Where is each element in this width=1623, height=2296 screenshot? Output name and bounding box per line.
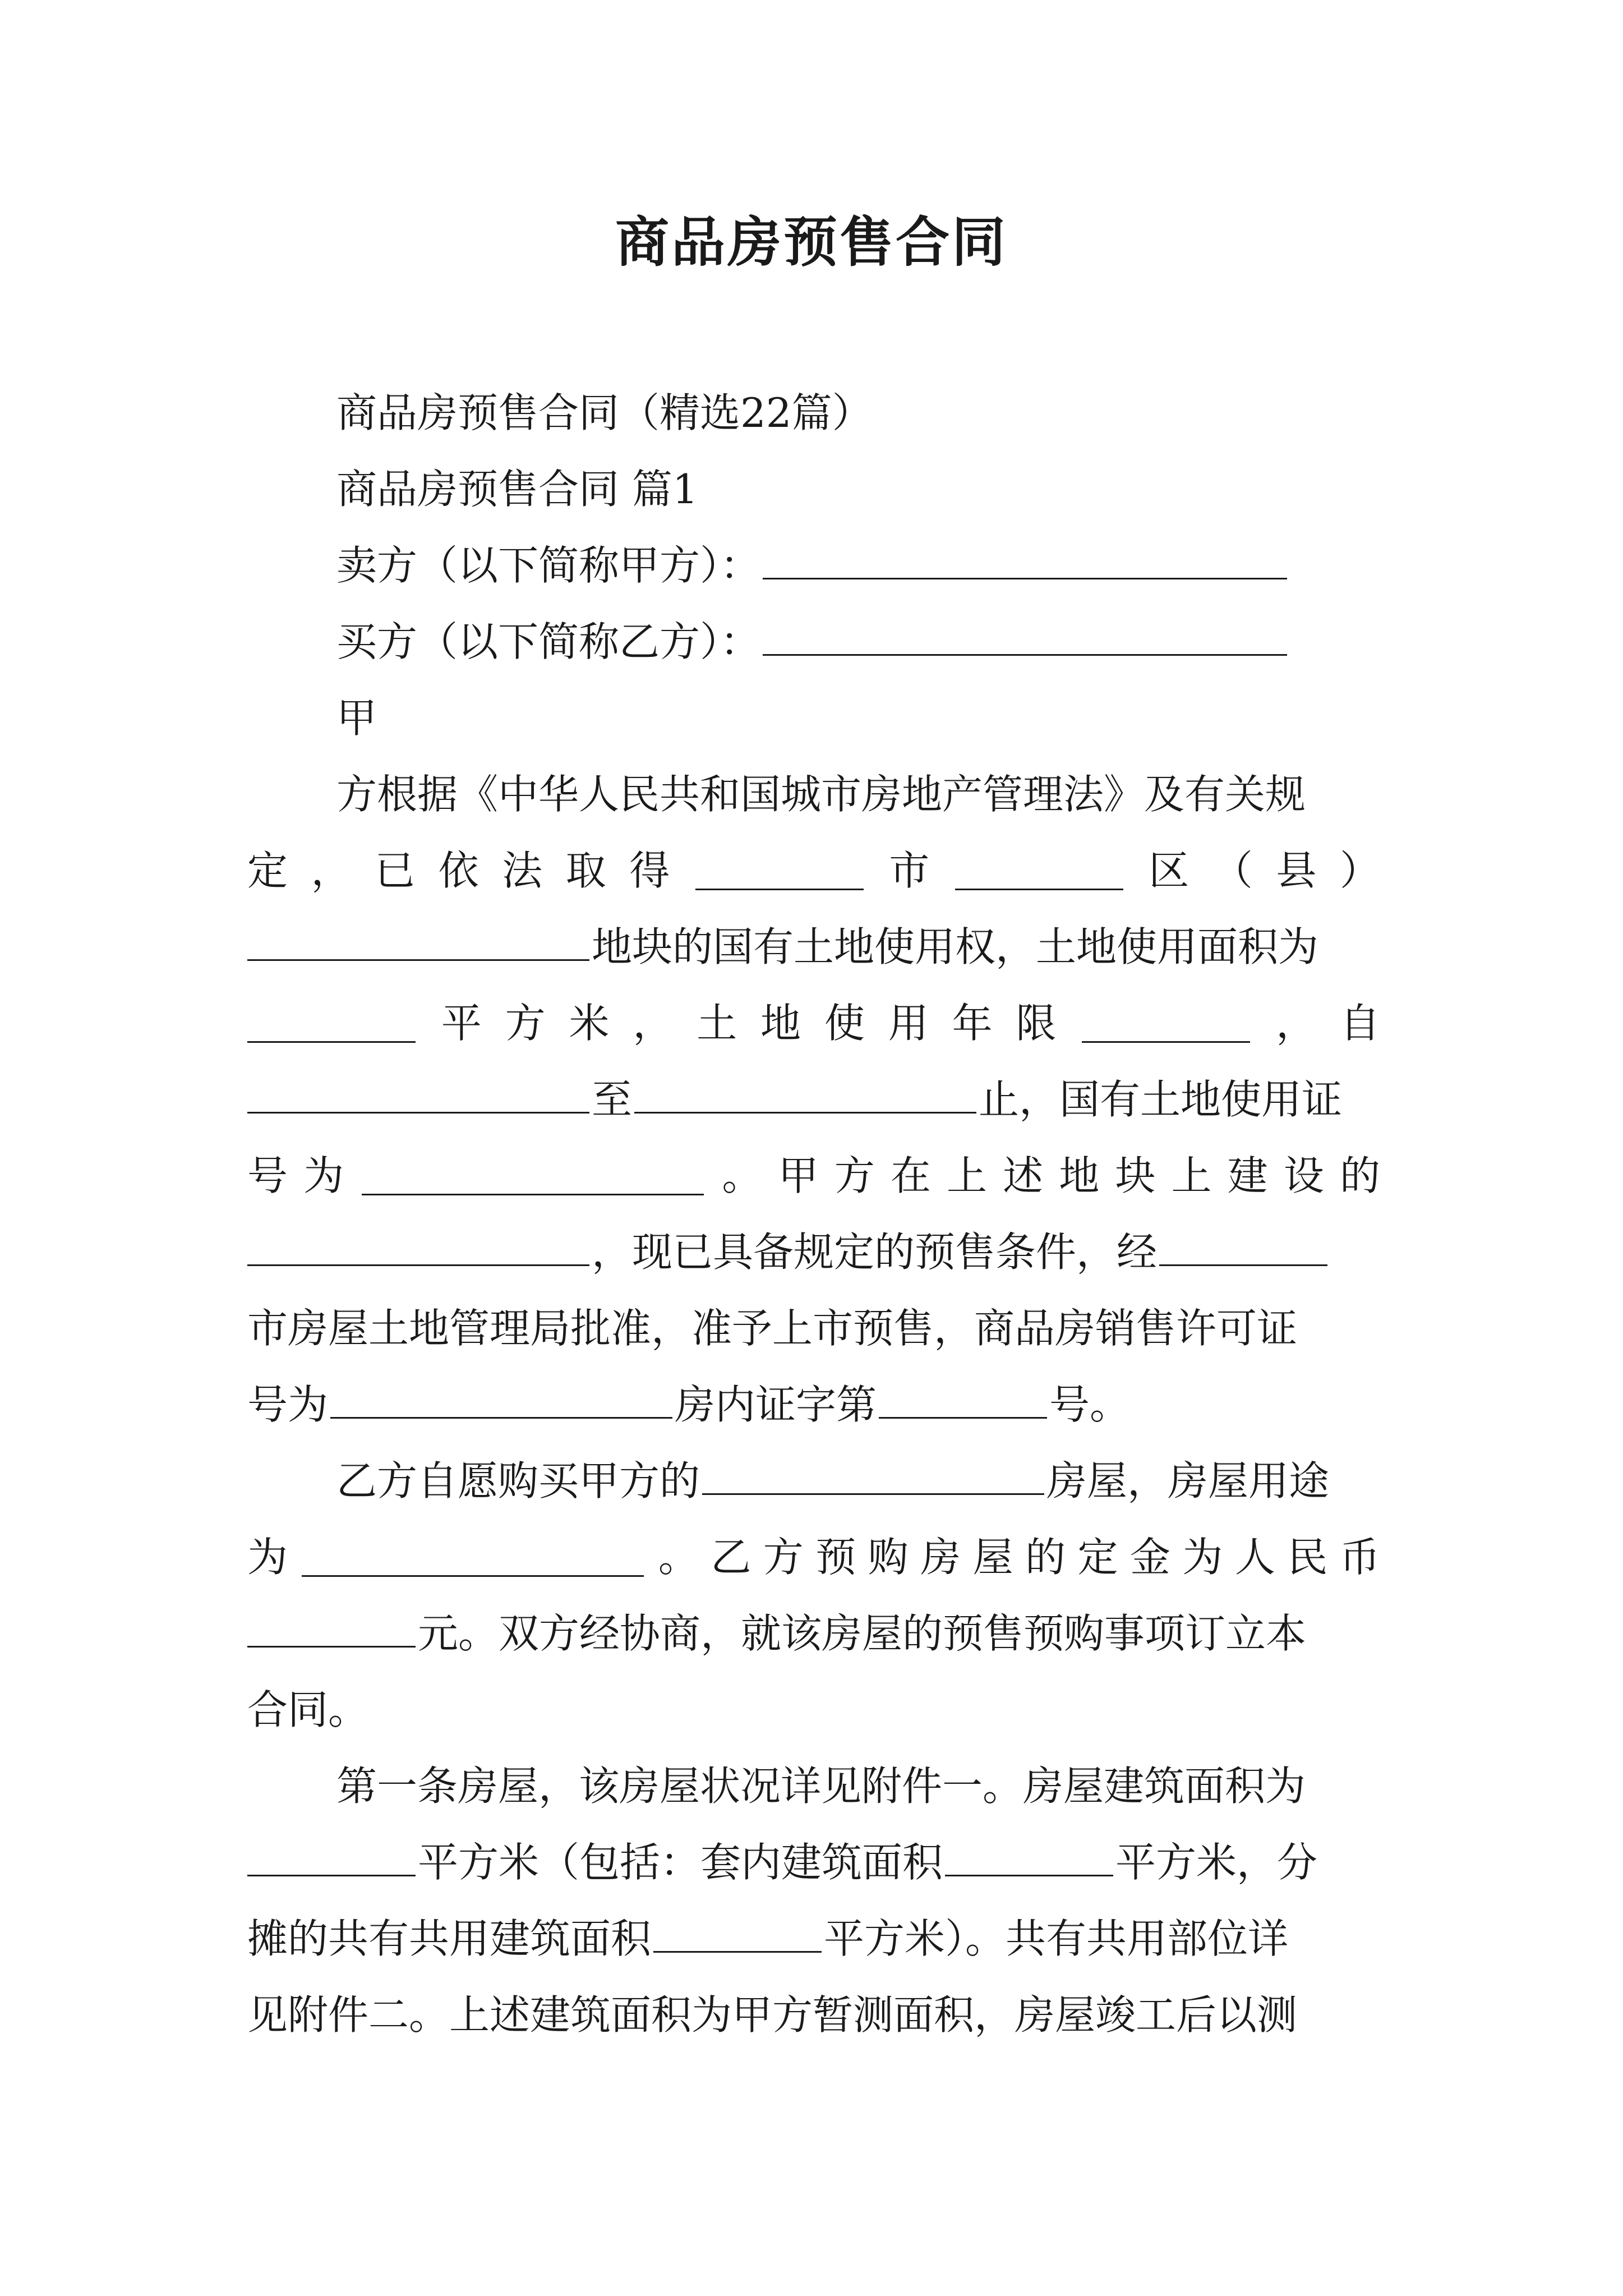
- project-blank: [247, 1227, 589, 1266]
- land-cert-blank: [362, 1157, 704, 1195]
- authority-blank: [1159, 1227, 1327, 1266]
- party-a-blank: [763, 541, 1287, 579]
- paragraph-line-justified: 定 ， 已 依 法 取 得 市 区 （ 县 ）: [247, 847, 1380, 894]
- party-b-blank: [763, 617, 1287, 656]
- house-blank: [702, 1456, 1044, 1495]
- section-heading: 商品房预售合同 篇1: [336, 466, 698, 513]
- paragraph-line: 摊的共有共用建筑面积 平方米）。共有共用部位详: [247, 1915, 1289, 1962]
- jia-text: 甲: [336, 694, 377, 742]
- district-blank: [955, 852, 1123, 890]
- permit-blank: [330, 1380, 672, 1419]
- document-subtitle: 商品房预售合同（精选22篇）: [336, 389, 873, 436]
- paragraph-line: 号为 房内证字第 号。: [247, 1381, 1131, 1428]
- shared-area-blank: [653, 1914, 822, 1953]
- paragraph-line: 第一条房屋，该房屋状况详见附件一。房屋建筑面积为: [336, 1763, 1306, 1810]
- party-b-line: [336, 614, 1289, 670]
- building-area-blank: [247, 1838, 416, 1876]
- paragraph-line: 市房屋土地管理局批准，准予上市预售，商品房销售许可证: [247, 1305, 1298, 1352]
- city-blank: [695, 852, 864, 890]
- deposit-blank: [247, 1609, 416, 1648]
- party-a-line: [336, 537, 1289, 593]
- paragraph-line-justified: 号 为 。 甲 方 在 上 述 地 块 上 建 设 的: [247, 1152, 1380, 1199]
- paragraph-line: 乙方自愿购买甲方的 房屋，房屋用途: [336, 1457, 1330, 1504]
- paragraph-line: 地块的国有土地使用权，土地使用面积为: [247, 919, 1318, 975]
- document-title: 商品房预售合同: [615, 210, 1008, 274]
- from-date-blank: [247, 1075, 589, 1114]
- paragraph-line: 合同。: [247, 1686, 369, 1733]
- paragraph-line: 至 止，国有土地使用证: [247, 1071, 1342, 1128]
- land-term-blank: [1082, 1004, 1250, 1043]
- paragraph-line-justified: 为 。 乙 方 预 购 房 屋 的 定 金 为 人 民 币: [247, 1534, 1380, 1581]
- party-a-label: 卖方（以下简称甲方）：: [336, 542, 761, 589]
- plot-blank: [247, 922, 589, 961]
- paragraph-line-justified: 平 方 米 ， 土 地 使 用 年 限 ， 自: [247, 995, 1380, 1051]
- inner-area-blank: [945, 1838, 1113, 1876]
- paragraph-line: 方根据《中华人民共和国城市房地产管理法》及有关规: [336, 771, 1306, 818]
- land-area-blank: [247, 1004, 416, 1043]
- paragraph-line: ，现已具备规定的预售条件，经: [247, 1224, 1330, 1280]
- paragraph-line: 见附件二。上述建筑面积为甲方暂测面积，房屋竣工后以测: [247, 1991, 1298, 2039]
- usage-blank: [302, 1538, 644, 1577]
- permit-number-blank: [879, 1380, 1047, 1419]
- party-b-label: 买方（以下简称乙方）：: [336, 618, 761, 665]
- to-date-blank: [634, 1075, 976, 1114]
- paragraph-line: 元。双方经协商，就该房屋的预售预购事项订立本: [247, 1605, 1306, 1662]
- paragraph-line: 平方米（包括：套内建筑面积 平方米，分: [247, 1834, 1317, 1890]
